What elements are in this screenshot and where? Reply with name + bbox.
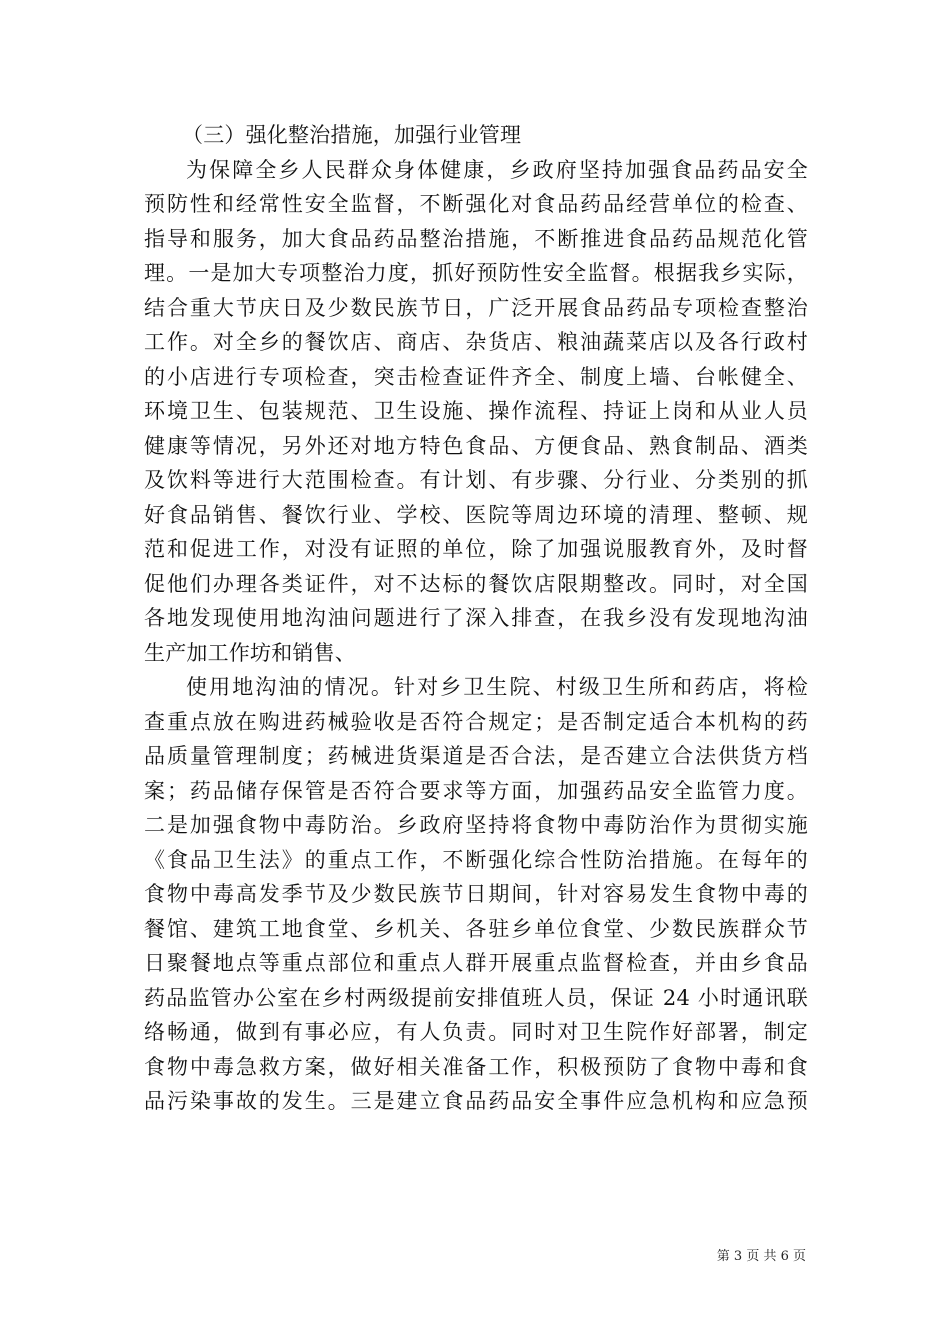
paragraph-line: 案；药品储存保管是否符合要求等方面，加强药品安全监管力度。 — [144, 778, 808, 803]
paragraph-2 — [144, 670, 808, 1119]
paragraph-line: 环境卫生、包装规范、卫生设施、操作流程、持证上岗和从业人员 — [144, 399, 808, 423]
paragraph-line: 预防性和经常性安全监督，不断强化对食品药品经营单位的检查、 — [144, 192, 808, 216]
paragraph-line: 《食品卫生法》的重点工作，不断强化综合性防治措施。在每年的 — [144, 847, 808, 872]
paragraph-line: 及饮料等进行大范围检查。有计划、有步骤、分行业、分类别的抓 — [144, 468, 808, 492]
paragraph-line: 范和促进工作，对没有证照的单位，除了加强说服教育外，及时督 — [144, 537, 808, 561]
section-heading: （三）强化整治措施，加强行业管理 — [182, 123, 522, 147]
paragraph-line: 日聚餐地点等重点部位和重点人群开展重点监督检查，并由乡食品 — [144, 951, 808, 975]
page-number-footer: 第 3 页 共 6 页 — [716, 1249, 806, 1264]
paragraph-line: 为保障全乡人民群众身体健康，乡政府坚持加强食品药品安全 — [186, 157, 808, 182]
paragraph-line: 各地发现使用地沟油问题进行了深入排查，在我乡没有发现地沟油 — [144, 606, 808, 630]
paragraph-line: 食物中毒高发季节及少数民族节日期间，针对容易发生食物中毒的 — [144, 882, 808, 906]
paragraph-line: 查重点放在购进药械验收是否符合规定；是否制定适合本机构的药 — [144, 709, 808, 734]
paragraph-line: 品污染事故的发生。三是建立食品药品安全事件应急机构和应急预 — [144, 1089, 808, 1113]
paragraph-line: 指导和服务，加大食品药品整治措施，不断推进食品药品规范化管 — [144, 226, 808, 251]
paragraph-line: 餐馆、建筑工地食堂、乡机关、各驻乡单位食堂、少数民族群众节 — [144, 916, 808, 941]
paragraph-line: 络畅通，做到有事必应，有人负责。同时对卫生院作好部署，制定 — [144, 1020, 808, 1044]
paragraph-line: 食物中毒急救方案，做好相关准备工作，积极预防了食物中毒和食 — [144, 1054, 808, 1079]
paragraph-line: 健康等情况，另外还对地方特色食品、方便食品、熟食制品、酒类 — [144, 433, 808, 458]
paragraph-line: 品质量管理制度；药械进货渠道是否合法，是否建立合法供货方档 — [144, 744, 808, 768]
body-text — [144, 118, 808, 1119]
paragraph-line: 二是加强食物中毒防治。乡政府坚持将食物中毒防治作为贯彻实施 — [144, 813, 808, 837]
paragraph-line: 使用地沟油的情况。针对乡卫生院、村级卫生所和药店，将检 — [186, 675, 808, 699]
paragraph-1 — [144, 153, 808, 671]
paragraph-line: 好食品销售、餐饮行业、学校、医院等周边环境的清理、整顿、规 — [144, 502, 808, 527]
paragraph-line: 的小店进行专项检查，突击检查证件齐全、制度上墙、台帐健全、 — [144, 364, 808, 389]
paragraph-line: 促他们办理各类证件，对不达标的餐饮店限期整改。同时，对全国 — [144, 571, 808, 596]
paragraph-line: 生产加工作坊和销售、 — [144, 640, 356, 665]
paragraph-line: 理。一是加大专项整治力度，抓好预防性安全监督。根据我乡实际， — [144, 261, 808, 285]
paragraph-line: 结合重大节庆日及少数民族节日，广泛开展食品药品专项检查整治 — [144, 295, 808, 320]
paragraph-line: 工作。对全乡的餐饮店、商店、杂货店、粮油蔬菜店以及各行政村 — [144, 330, 808, 354]
paragraph-line: 药品监管办公室在乡村两级提前安排值班人员，保证 24 小时通讯联 — [144, 985, 808, 1010]
